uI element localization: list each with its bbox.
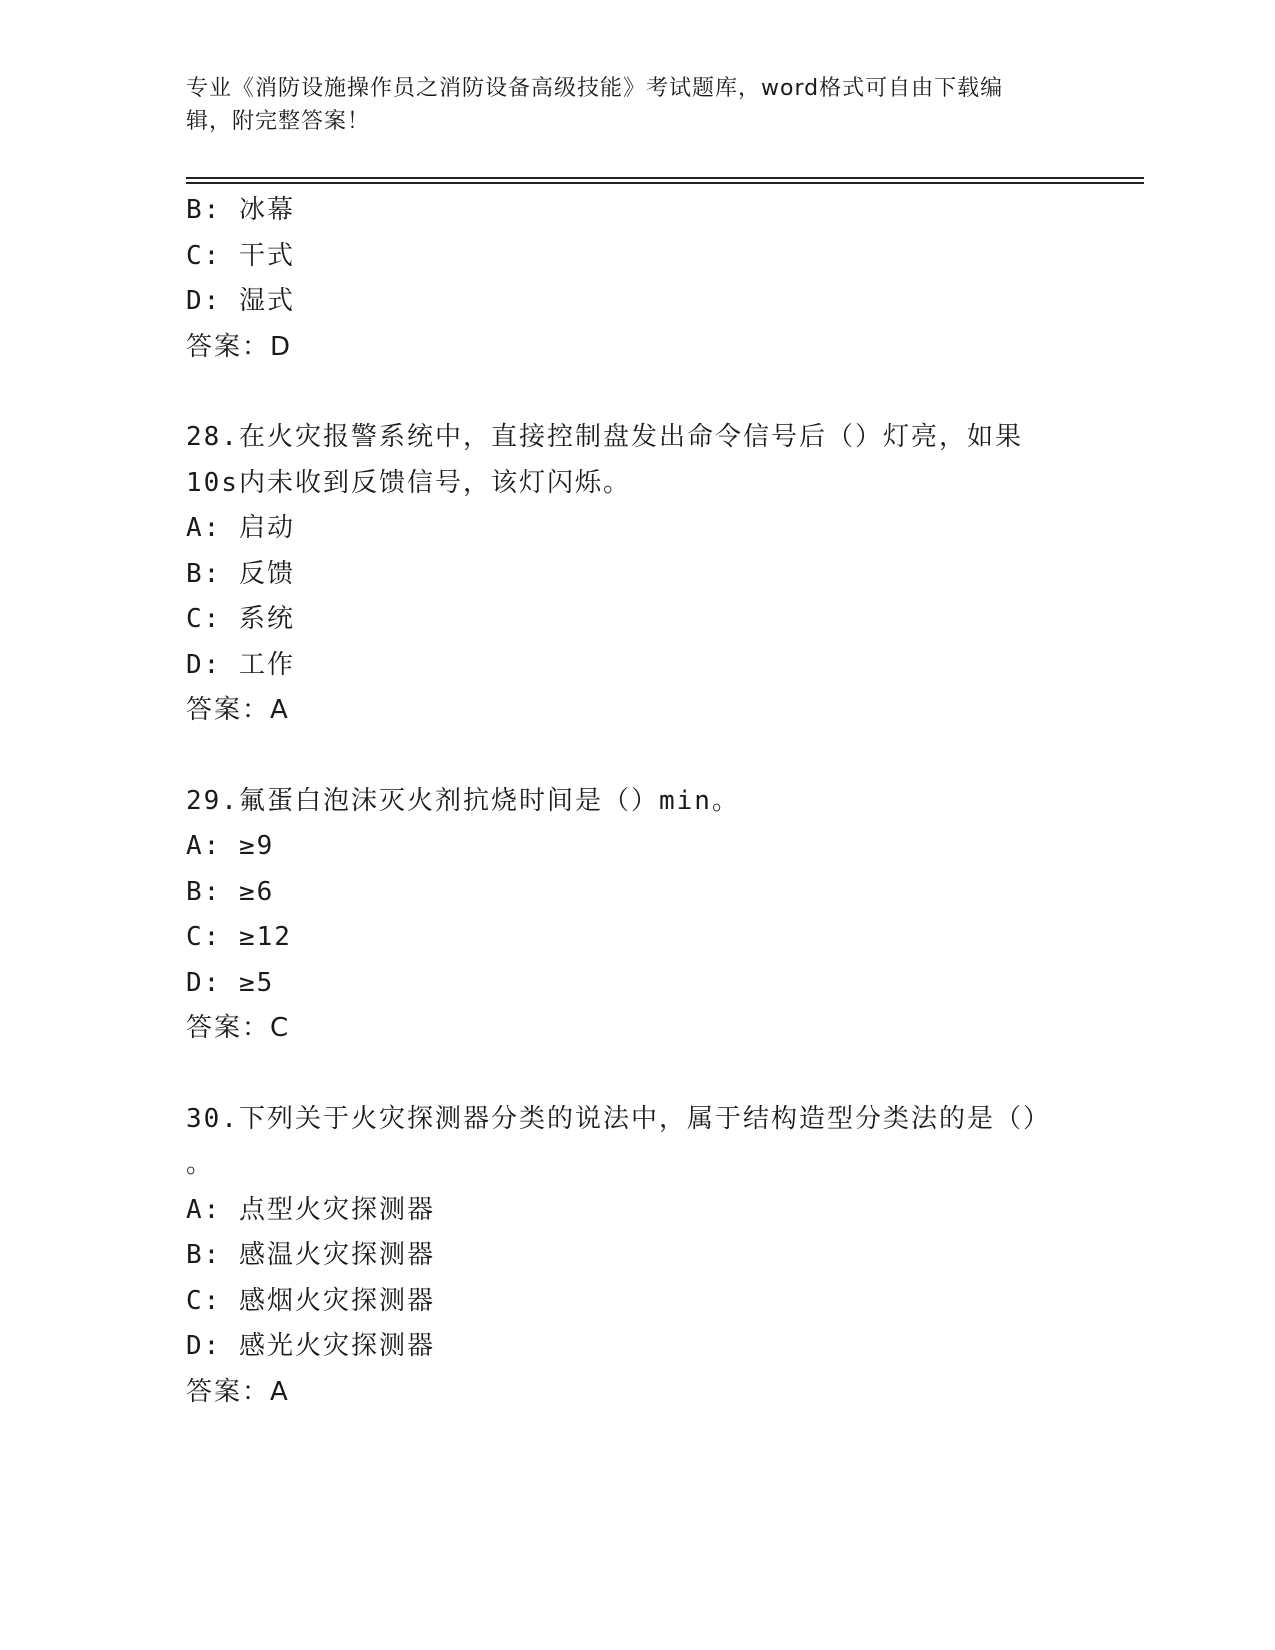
option-b: B: 感温火灾探测器 (186, 1240, 435, 1270)
header-rule-top (186, 177, 1144, 179)
option-d: D: ≥5 (186, 967, 275, 998)
option-d: D: 工作 (186, 649, 295, 680)
partial-question (186, 188, 1086, 370)
option-c: C: 感烟火灾探测器 (186, 1285, 435, 1316)
option-a: A: 启动 (186, 513, 295, 543)
question-30 (186, 1097, 1086, 1416)
question-29 (186, 779, 1086, 1052)
header-rule-bottom (186, 182, 1144, 184)
option-d: D: 感光火灾探测器 (186, 1331, 435, 1361)
option-a: A: 点型火灾探测器 (186, 1194, 435, 1225)
option-c: C: 干式 (186, 240, 295, 271)
option-d: D: 湿式 (186, 286, 295, 316)
answer: 答案：C (186, 1013, 291, 1043)
question-28 (186, 415, 1086, 734)
header-line-1: 专业《消防设施操作员之消防设备高级技能》考试题库，word格式可自由下载编 (186, 76, 1004, 101)
question-stem-line-1: 30.下列关于火灾探测器分类的说法中，属于结构造型分类法的是（） (186, 1103, 1051, 1134)
document-header (186, 72, 1086, 138)
option-b: B: 冰幕 (186, 195, 295, 225)
question-list (186, 188, 1086, 1415)
option-c: C: ≥12 (186, 922, 292, 952)
option-b: B: ≥6 (186, 876, 275, 907)
option-a: A: ≥9 (186, 831, 275, 861)
option-c: C: 系统 (186, 604, 295, 634)
question-stem-line-2: 10s内未收到反馈信号，该灯闪烁。 (186, 467, 631, 498)
answer: 答案：D (186, 331, 293, 362)
question-stem-line-1: 28.在火灾报警系统中，直接控制盘发出命令信号后（）灯亮，如果 (186, 422, 1023, 452)
question-stem-line-1: 29.氟蛋白泡沫灭火剂抗烧时间是（）min。 (186, 785, 740, 816)
answer: 答案：A (186, 1376, 290, 1407)
answer: 答案：A (186, 695, 290, 725)
header-line-2: 辑，附完整答案！ (186, 109, 371, 134)
option-b: B: 反馈 (186, 558, 295, 589)
question-stem-line-2: 。 (186, 1149, 215, 1179)
